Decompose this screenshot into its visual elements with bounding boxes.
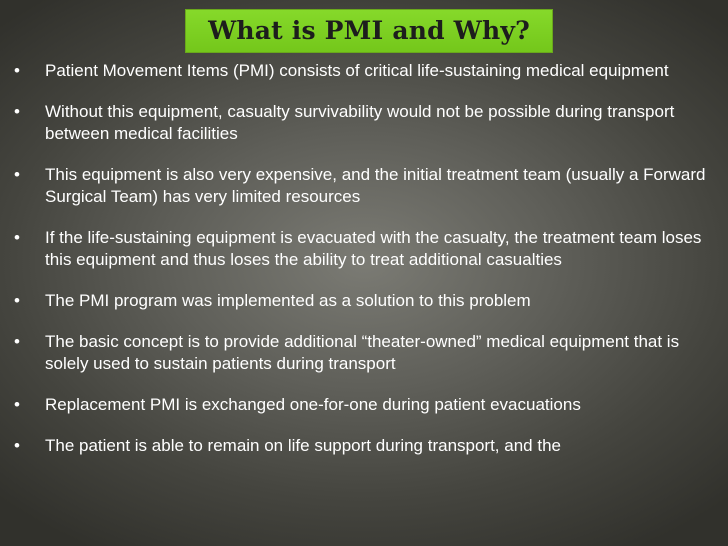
bullet-icon: • <box>14 165 20 184</box>
bullet-text: This equipment is also very expensive, and the initial treatment team (usually a Forward Surgical Team) has very limited resources <box>45 165 706 206</box>
bullet-text: Replacement PMI is exchanged one-for-one during patient evacuations <box>45 395 581 414</box>
bullet-text: If the life-sustaining equipment is evacuated with the casualty, the treatment team loses this equipment and thus loses the ability to treat additional casualties <box>45 228 702 269</box>
bullet-list <box>14 60 714 476</box>
bullet-item <box>14 227 714 271</box>
bullet-text: The PMI program was implemented as a solution to this problem <box>45 291 531 310</box>
bullet-item <box>14 331 714 375</box>
bullet-icon: • <box>14 61 20 80</box>
slide-title: What is PMI and Why? <box>208 16 530 45</box>
bullet-item <box>14 290 714 312</box>
bullet-icon: • <box>14 395 20 414</box>
bullet-item <box>14 60 714 82</box>
bullet-text: Without this equipment, casualty survivability would not be possible during transport between medical facilities <box>45 102 675 143</box>
bullet-item <box>14 101 714 145</box>
bullet-icon: • <box>14 291 20 310</box>
bullet-text: The basic concept is to provide additional “theater-owned” medical equipment that is solely used to sustain patients during transport <box>45 332 680 373</box>
bullet-icon: • <box>14 228 20 247</box>
title-banner <box>186 10 552 52</box>
bullet-icon: • <box>14 102 20 121</box>
bullet-icon: • <box>14 332 20 351</box>
bullet-item <box>14 394 714 416</box>
bullet-item <box>14 164 714 208</box>
bullet-icon: • <box>14 436 20 455</box>
bullet-text: Patient Movement Items (PMI) consists of critical life-sustaining medical equipment <box>45 61 669 80</box>
bullet-item <box>14 435 714 457</box>
bullet-text: The patient is able to remain on life support during transport, and the <box>45 436 561 455</box>
